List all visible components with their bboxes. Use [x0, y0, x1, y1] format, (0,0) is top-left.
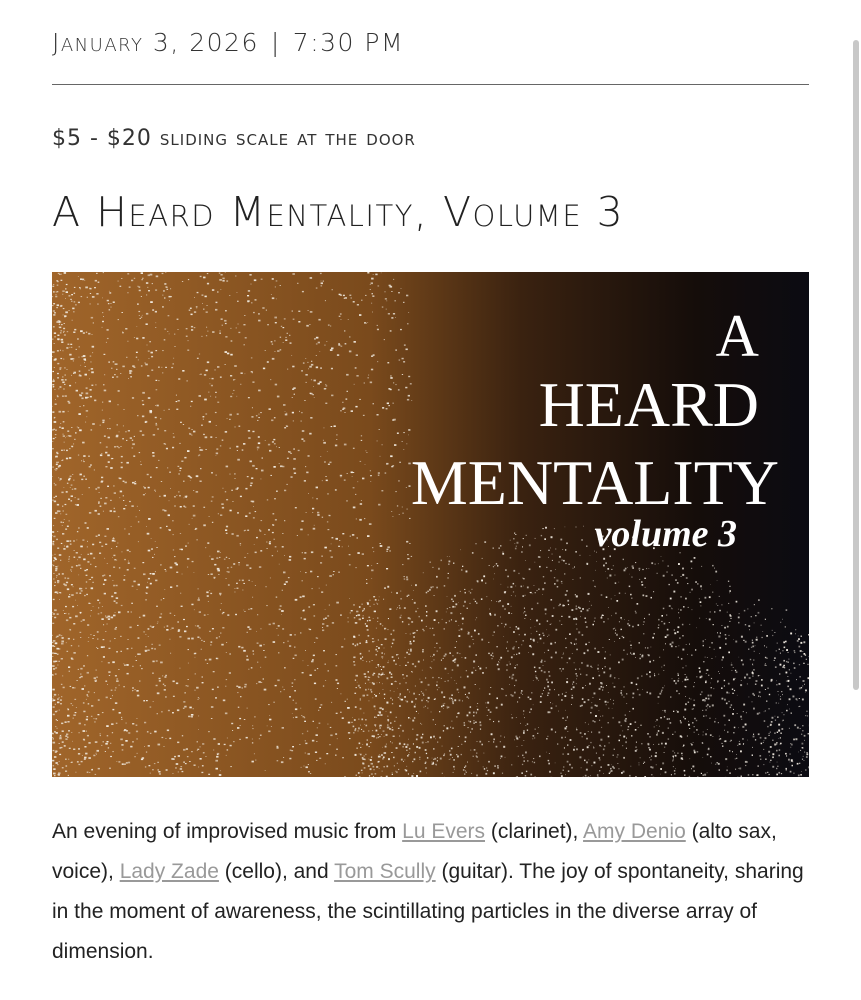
- poster-line-volume: volume 3: [594, 513, 737, 555]
- poster-line-a: A: [715, 303, 759, 369]
- divider: [52, 84, 809, 85]
- event-datetime: [52, 28, 404, 57]
- description-role: (cello), and: [218, 860, 335, 883]
- poster-line-mentality: MENTALITY: [410, 447, 779, 518]
- description-role: (clarinet),: [485, 820, 584, 843]
- description-closing: (guitar). The joy of spontaneity, sharing in the moment of awareness, the scintillating particles in the diverse array of dimension.: [52, 860, 804, 963]
- performer-link-tom-scully[interactable]: Tom Scully: [334, 860, 436, 883]
- event-time: 7:30 PM: [292, 28, 405, 57]
- datetime-separator: |: [270, 28, 281, 57]
- performer-link-lu-evers[interactable]: Lu Evers: [402, 820, 486, 843]
- scrollbar[interactable]: [853, 40, 859, 690]
- poster-line-heard: HEARD: [538, 369, 759, 440]
- performer-link-lady-zade[interactable]: Lady Zade: [119, 860, 219, 883]
- event-poster: [52, 272, 809, 777]
- performer-link-amy-denio[interactable]: Amy Denio: [583, 820, 686, 843]
- description-role: (alto sax, voice),: [52, 820, 777, 883]
- event-date: January 3, 2026: [52, 28, 259, 57]
- event-price: $5 - $20 sliding scale at the door: [52, 126, 416, 151]
- event-description: [52, 812, 809, 972]
- event-title: A Heard Mentality, Volume 3: [52, 188, 625, 236]
- description-intro: An evening of improvised music from: [52, 820, 403, 843]
